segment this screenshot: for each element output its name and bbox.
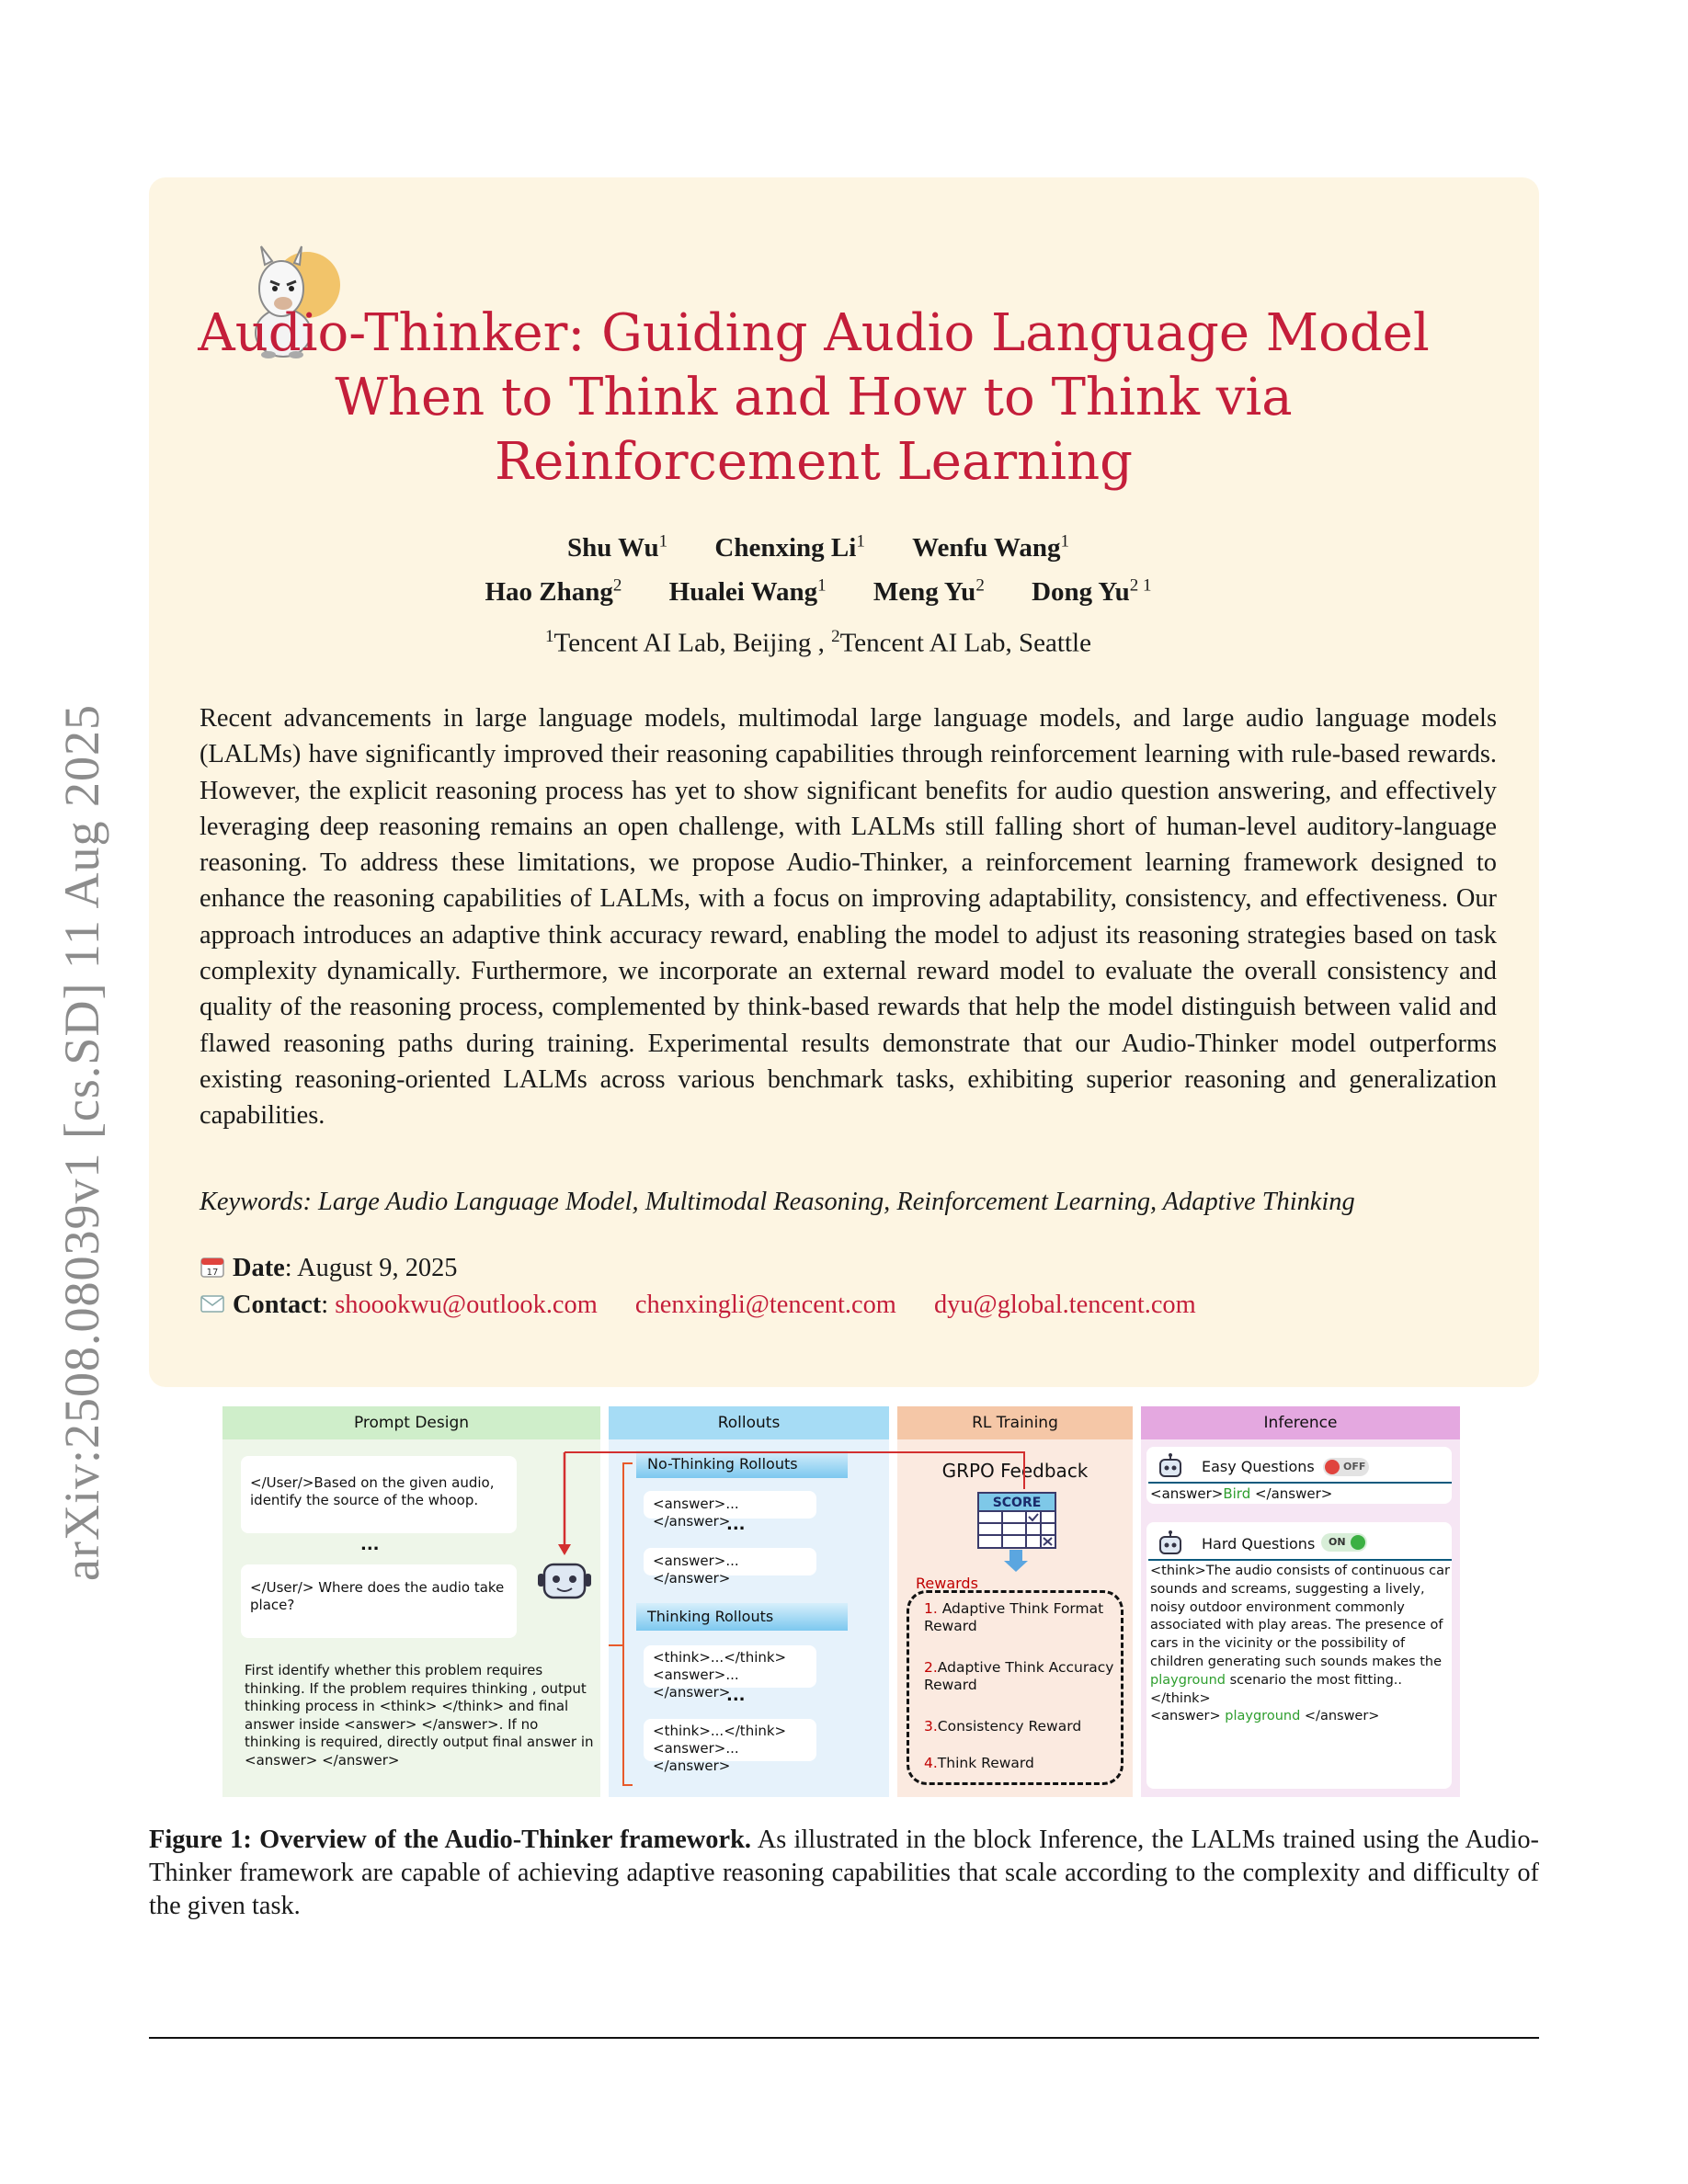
figure-connectors	[222, 1406, 1460, 1797]
email-link[interactable]: dyu@global.tencent.com	[933, 1291, 1196, 1319]
author: Shu Wu$^1$	[566, 531, 668, 563]
rollout-box: <answer>...</answer>	[644, 1548, 816, 1575]
reward-item: 3.Consistency Reward	[924, 1718, 1082, 1735]
easy-answer: <answer>Bird </answer>	[1150, 1485, 1333, 1502]
author: Meng Yu$^2$	[873, 575, 985, 608]
author-list	[276, 522, 1361, 611]
reward-item: 2.Adaptive Think Accuracy Reward	[924, 1659, 1114, 1693]
author: Dong $Yu^{2 1}$	[1032, 575, 1152, 608]
think-toggle-on: ON	[1321, 1533, 1367, 1552]
robot-icon	[538, 1564, 591, 1598]
score-label: SCORE	[992, 1496, 1042, 1510]
date-line: 17 Date: August 9, 2025	[200, 1254, 457, 1283]
author: Chenxing Li$^1$	[714, 531, 865, 563]
paper-title: Audio-Thinker: Guiding Audio Language Model When to Think and How to Think via Reinforcement Learning	[198, 303, 1430, 492]
ellipsis: ...	[726, 1515, 746, 1534]
contact-line: Contact: shoookwu@outlook.com chenxingli@tencent.com dyu@global.tencent.com	[200, 1291, 1227, 1320]
abstract: Recent advancements in large language models, multimodal large language models, and large audio language models (LALMs) have significantly improved their reasoning capabilities through reinforcement learning with rule-based rewards. However, the explicit reasoning process has yet to show significant benefits for audio question answering, and effectively leveraging deep reasoning remains an open challenge, with LALMs still falling short of human-level auditory-language reasoning. To address these limitations, we propose Audio-Thinker, a reinforcement learning framework designed to enhance the reasoning capabilities of LALMs, with a focus on improving adaptability, consistency, and effectiveness. Our approach introduces an adaptive think accuracy reward, enabling the model to adjust its reasoning strategies based on task complexity dynamically. Furthermore, we incorporate an external reward model to evaluate the overall consistency and quality of the reasoning process, complemented by think-based rewards that help the model distinguish between valid and flawed reasoning paths during training. Experimental results demonstrate that our Audio-Thinker model outperforms existing reasoning-oriented LALMs across various benchmark tasks, exhibiting superior reasoning and generalization capabilities.	[200, 704, 1497, 1131]
easy-questions-title: Easy Questions	[1202, 1458, 1315, 1475]
panel-title: Inference	[1141, 1406, 1460, 1439]
author: Hualei Wang$^1$	[668, 575, 827, 608]
think-toggle-off: OFF	[1323, 1458, 1369, 1476]
framework-figure	[222, 1406, 1460, 1797]
figure-caption: Figure 1: Overview of the Audio-Thinker framework. As illustrated in the block Inference, the LALMs trained using the Audio-Thinker framework are capable of achieving adaptive reasoning capabilities that scale according to the complexity and difficulty of the given task.	[149, 1826, 1539, 1920]
no-thinking-title: No-Thinking Rollouts	[636, 1450, 848, 1478]
panel-title: Rollouts	[609, 1406, 889, 1439]
rollout-box: <think>...</think> <answer>...</answer>	[644, 1719, 816, 1761]
panel-title: Prompt Design	[222, 1406, 600, 1439]
hard-questions-title: Hard Questions	[1202, 1535, 1316, 1553]
author: Wenfu Wang$^1$	[912, 531, 1070, 563]
footer-rule	[149, 2037, 1539, 2039]
prompt-question-box: </User/>Based on the given audio, identify the source of the whoop.	[241, 1456, 517, 1533]
calendar-icon	[200, 1255, 225, 1279]
thinking-title: Thinking Rollouts	[636, 1603, 848, 1631]
email-link[interactable]: chenxingli@tencent.com	[634, 1291, 896, 1319]
grpo-feedback-label: GRPO Feedback	[941, 1460, 1089, 1482]
prompt-instruction: First identify whether this problem requires thinking. If the problem requires thinking , output thinking process in <think> </think> and final answer inside <answer> </answer>. If no thinking is required, directly output final answer in <answer> </answer>	[245, 1662, 594, 1769]
arxiv-stamp: arXiv:2508.08039v1 [cs.SD] 11 Aug 2025	[54, 704, 109, 1581]
affiliations: $^1$Tencent AI Lab, Beijing , $^2$Tencent AI Lab, Seattle	[545, 627, 1091, 658]
svg-text:17: 17	[206, 1268, 219, 1278]
hard-answer: <think>The audio consists of continuous car sounds and screams, suggesting a lively, noisy outdoor environment commonly associated with play areas. The presence of cars in the vicinity or the possibility of children generating such sounds makes the playground scenario the most fitting..</think> <answer> playground </answer>	[1150, 1564, 1450, 1724]
rewards-label: Rewards	[916, 1575, 978, 1592]
ellipsis: ...	[726, 1686, 746, 1705]
rollout-box: <answer>...</answer>	[644, 1491, 816, 1519]
prompt-question-box: </User/> Where does the audio take place?	[241, 1564, 517, 1638]
envelope-icon	[200, 1291, 225, 1315]
keywords: Keywords: Large Audio Language Model, Multimodal Reasoning, Reinforcement Learning, Adaptive Thinking	[200, 1188, 1355, 1216]
rollout-box: <think>...</think> <answer>...</answer>	[644, 1645, 816, 1688]
reward-item: 1. Adaptive Think Format Reward	[924, 1600, 1104, 1634]
ellipsis: ...	[360, 1535, 380, 1554]
author: Hao Zhang$^2$	[485, 575, 622, 608]
email-link[interactable]: shoookwu@outlook.com	[335, 1291, 598, 1319]
panel-title: RL Training	[897, 1406, 1133, 1439]
reward-item: 4.Think Reward	[924, 1755, 1034, 1771]
